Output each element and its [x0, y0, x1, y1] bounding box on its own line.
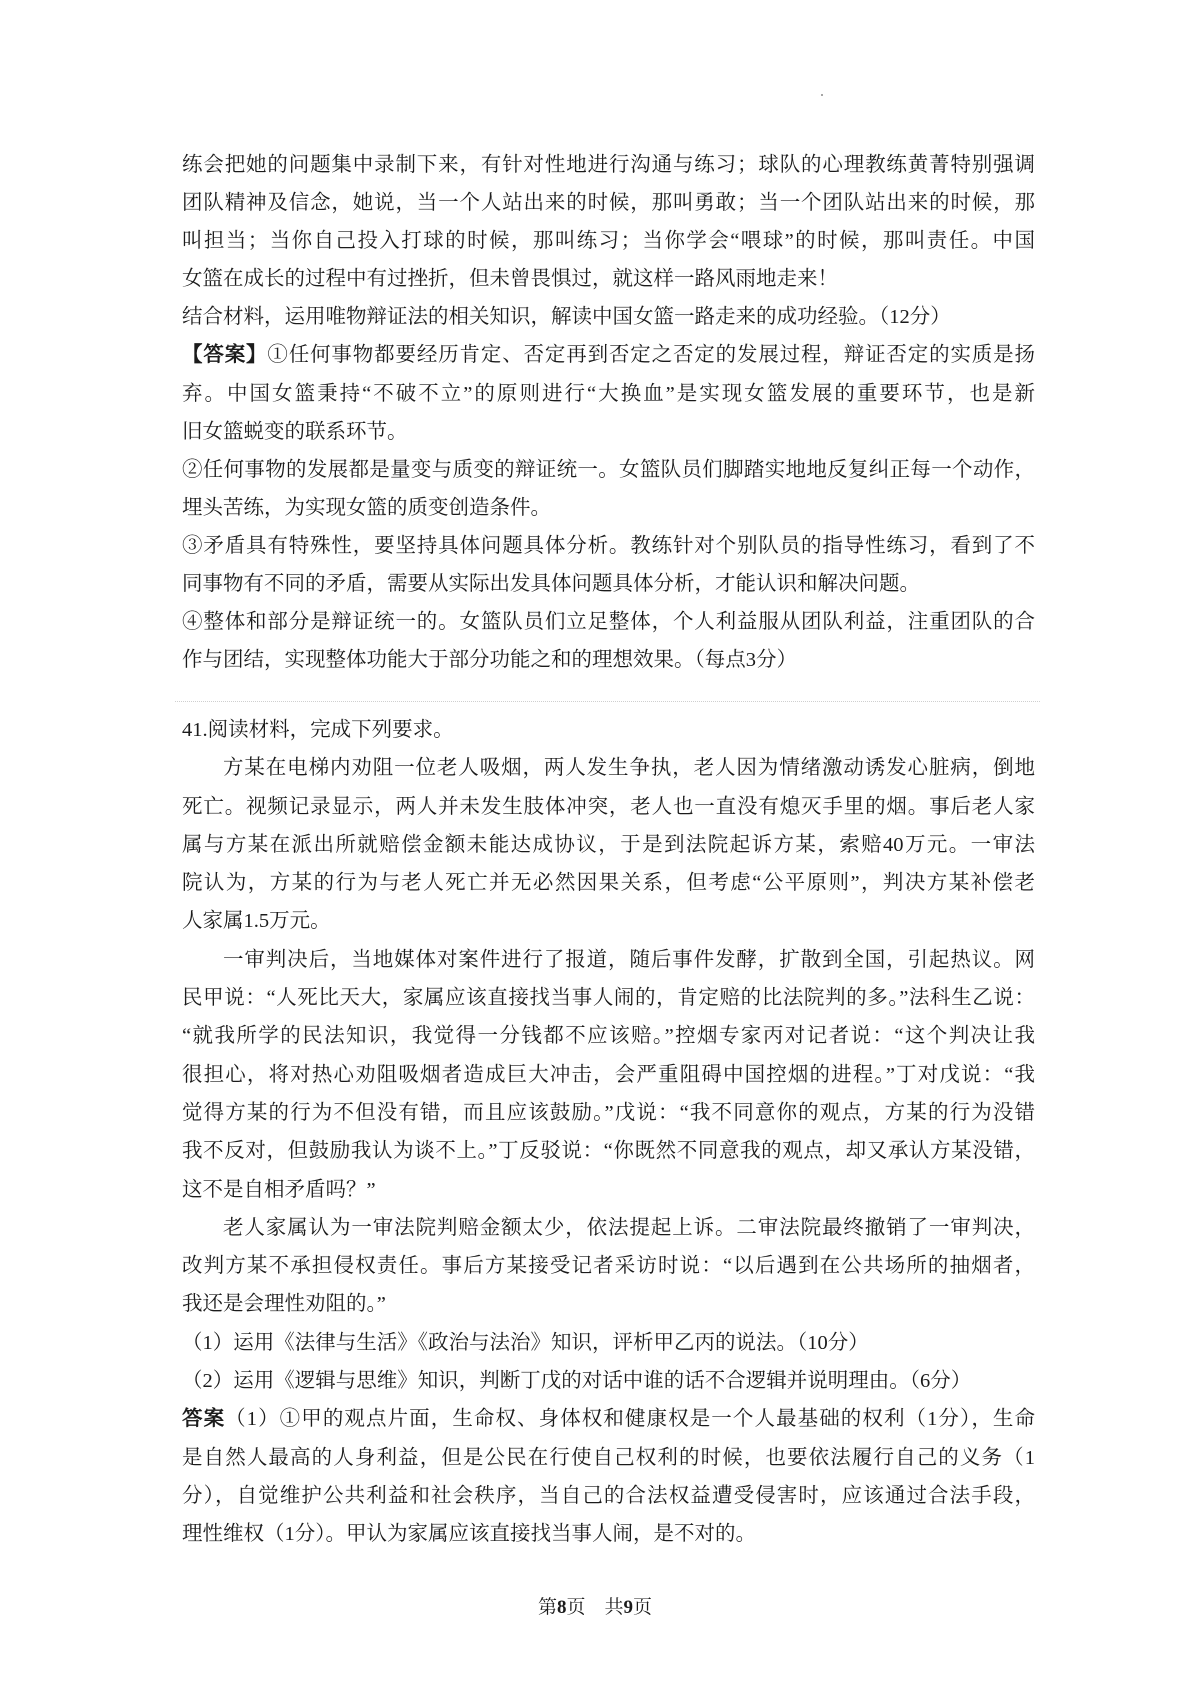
current-page-number: 8	[556, 1597, 567, 1618]
sub-question: （1）运用《法律与生活》《政治与法治》知识，评析甲乙丙的说法。（10分）	[182, 1331, 869, 1354]
material-line: 一审判决后，当地媒体对案件进行了报道，随后事件发酵，扩散到全国，引起热议。网	[223, 948, 1035, 971]
answer-line: 埋头苦练，为实现女篮的质变创造条件。	[182, 496, 551, 519]
footer-middle: 页 共	[566, 1597, 624, 1618]
answer-text: ①任何事物都要经历肯定、否定再到否定之否定的发展过程，辩证否定的实质是扬	[267, 344, 1036, 367]
answer-line: 理性维权（1分）。甲认为家属应该直接找当事人闹，是不对的。	[182, 1523, 756, 1546]
material-line: 民甲说：“人死比天大，家属应该直接找当事人闹的，肯定赔的比法院判的多。”法科生乙说：	[182, 987, 1035, 1010]
answer-line: 是自然人最高的人身利益，但是公民在行使自己权利的时候，也要依法履行自己的义务（1	[182, 1446, 1035, 1469]
answer-line: 弃。中国女篮秉持“不破不立”的原则进行“大换血”是实现女篮发展的重要环节，也是新	[182, 382, 1035, 405]
answer-label: 答案	[182, 1408, 226, 1431]
answer-line: ④整体和部分是辩证统一的。女篮队员们立足整体，个人利益服从团队利益，注重团队的合	[182, 611, 1035, 634]
total-page-number: 9	[623, 1597, 633, 1618]
answer-line: 同事物有不同的矛盾，需要从实际出发具体问题具体分析，才能认识和解决问题。	[182, 573, 920, 596]
material-line: 女篮在成长的过程中有过挫折，但未曾畏惧过，就这样一路风雨地走来！	[182, 268, 838, 291]
answer-line	[182, 1400, 1035, 1438]
material-line: 团队精神及信念，她说，当一个人站出来的时候，那叫勇敢；当一个团队站出来的时候，那	[182, 192, 1035, 215]
footer-prefix: 第	[537, 1597, 557, 1618]
answer-line: ②任何事物的发展都是量变与质变的辩证统一。女篮队员们脚踏实地地反复纠正每一个动作，	[182, 458, 1035, 481]
material-line: 我还是会理性劝阻的。”	[182, 1293, 386, 1316]
question-heading: 41.阅读材料，完成下列要求。	[182, 719, 454, 741]
scan-speck	[821, 94, 823, 96]
sub-question: （2）运用《逻辑与思维》知识，判断丁戊的对话中谁的话不合逻辑并说明理由。（6分）	[182, 1370, 972, 1393]
page-footer	[0, 1595, 1190, 1621]
material-line: 这不是自相矛盾吗？”	[182, 1178, 376, 1201]
material-line: 人家属1.5万元。	[182, 910, 331, 933]
material-line: 我不反对，但鼓励我认为谈不上。”丁反驳说：“你既然不同意我的观点，却又承认方某没错，	[182, 1140, 1035, 1163]
answer-label: 【答案】	[182, 344, 268, 367]
material-line: 改判方某不承担侵权责任。事后方某接受记者采访时说：“以后遇到在公共场所的抽烟者，	[182, 1255, 1035, 1278]
material-line: 觉得方某的行为不但没有错，而且应该鼓励。”戊说：“我不同意你的观点，方某的行为没错	[182, 1101, 1035, 1124]
answer-text: （1）①甲的观点片面，生命权、身体权和健康权是一个人最基础的权利（1分），生命	[225, 1408, 1036, 1431]
footer-suffix: 页	[633, 1597, 653, 1618]
material-line: 属与方某在派出所就赔偿金额未能达成协议，于是到法院起诉方某，索赔40万元。一审法	[182, 833, 1035, 856]
question-prompt: 结合材料，运用唯物辩证法的相关知识，解读中国女篮一路走来的成功经验。（12分）	[182, 306, 951, 329]
material-line: 方某在电梯内劝阻一位老人吸烟，两人发生争执，老人因为情绪激动诱发心脏病，倒地	[223, 757, 1035, 780]
material-line: “就我所学的民法知识，我觉得一分钱都不应该赔。”控烟专家丙对记者说：“这个判决让我	[182, 1025, 1035, 1048]
material-line: 练会把她的问题集中录制下来，有针对性地进行沟通与练习；球队的心理教练黄菁特别强调	[182, 154, 1035, 176]
material-line: 叫担当；当你自己投入打球的时候，那叫练习；当你学会“喂球”的时候，那叫责任。中国	[182, 230, 1035, 253]
material-line: 老人家属认为一审法院判赔金额太少，依法提起上诉。二审法院最终撤销了一审判决，	[223, 1216, 1035, 1239]
material-line: 很担心，将对热心劝阻吸烟者造成巨大冲击，会严重阻碍中国控烟的进程。”丁对戊说：“我	[182, 1063, 1035, 1086]
answer-line: ③矛盾具有特殊性，要坚持具体问题具体分析。教练针对个别队员的指导性练习，看到了不	[182, 534, 1035, 557]
question-41-section	[182, 711, 1035, 1554]
previous-question-section	[182, 146, 1035, 679]
answer-line	[182, 336, 1035, 374]
material-line: 死亡。视频记录显示，两人并未发生肢体冲突，老人也一直没有熄灭手里的烟。事后老人家	[182, 795, 1035, 818]
section-divider	[175, 701, 1040, 702]
answer-line: 旧女篮蜕变的联系环节。	[182, 420, 408, 443]
answer-line: 作与团结，实现整体功能大于部分功能之和的理想效果。（每点3分）	[182, 649, 797, 672]
answer-line: 分），自觉维护公共利益和社会秩序，当自己的合法权益遭受侵害时，应该通过合法手段，	[182, 1484, 1035, 1507]
material-line: 院认为，方某的行为与老人死亡并无必然因果关系，但考虑“公平原则”，判决方某补偿老	[182, 872, 1035, 895]
